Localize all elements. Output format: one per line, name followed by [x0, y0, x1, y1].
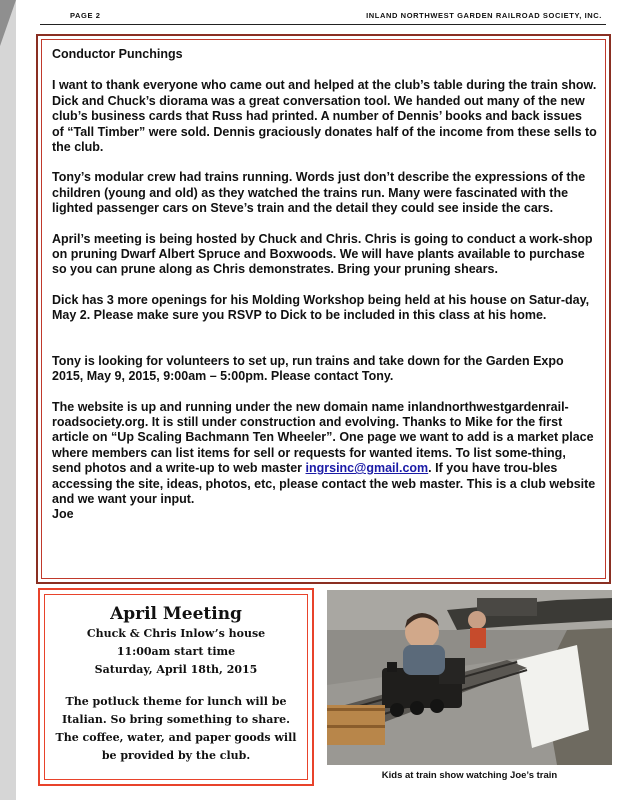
page-header — [40, 8, 606, 25]
paragraph-garden-expo: Tony is looking for volunteers to set up, run trains and take down for the Garden Expo 2015, May 9, 2015, 9:00am – 5:00pm. Please contact Tony. — [52, 353, 564, 384]
paragraph-molding-workshop: Dick has 3 more openings for his Molding Workshop being held at his house on Satur-day, May 2. Please make sure you RSVP to Dick to be included in this class at his home. — [52, 292, 590, 323]
meeting-supplies: The coffee, water, and paper goods will be provided by the club. — [55, 731, 297, 762]
meeting-host: Chuck & Chris Inlow’s house — [86, 627, 266, 640]
website-text-end: . If you have trou-bles accessing the site, ideas, photos, etc, please contact the web master. This is a club website and we want your input. — [52, 461, 596, 506]
paragraph-april-meeting: April’s meeting is being hosted by Chuck and Chris. Chris is going to conduct a work-shop on pruning Dwarf Albert Spruce and Boxwoods. We will have plants available to purchase so you can prune along as Chris demonstrates. Bring your pruning shears. — [52, 231, 593, 277]
meeting-title: April Meeting — [110, 604, 242, 624]
meeting-time: 11:00am start time — [116, 645, 236, 658]
article-title: Conductor Punchings — [52, 47, 183, 61]
website-text: The website is up and running under the new domain name inlandnorthwestgardenrail-roadsociety.org. It is still under construction and evolving. Thanks to Mike for the first article on “Up Scaling Bachmann Ten Wheeler”. One page we want to add is a market place where members can list items for sell or requests for wanted items. To list some-thing, send photos and a write-up to web master — [52, 399, 594, 476]
photo-caption: Kids at train show watching Joe’s train — [381, 770, 558, 781]
signoff: Joe — [52, 507, 74, 522]
paragraph-website — [52, 400, 597, 508]
page-number: PAGE 2 — [70, 11, 101, 20]
society-name: INLAND NORTHWEST GARDEN RAILROAD SOCIETY, INC. — [366, 11, 602, 20]
paragraph-modular-crew: Tony’s modular crew had trains running. Words just don’t describe the expressions of the children (young and old) as they watched the trains run. Many were fascinated with the lighted passenger cars on Steve’s train and the detail they could see inside the cars. — [52, 170, 586, 216]
paragraph-train-show: I want to thank everyone who came out and helped at the club’s table during the train show. Dick and Chuck’s diorama was a great conversation tool. We handed out many of the new club’s business cards that Russ had printed. A number of Dennis’ books and back issues of “Tall Timber” were sold. Dennis graciously donates half of the income from these sells to the club. — [52, 78, 597, 155]
article-content — [41, 39, 606, 579]
side-margin-tab — [0, 0, 16, 800]
meeting-date: Saturday, April 18th, 2015 — [94, 663, 258, 676]
train-show-photo — [327, 590, 612, 765]
conductor-punchings-box — [36, 34, 611, 584]
april-meeting-content — [44, 594, 308, 780]
april-meeting-box — [38, 588, 314, 786]
email-link[interactable]: ingrsinc@gmail.com — [305, 461, 429, 476]
side-tab-corner — [0, 0, 16, 46]
train-show-photo-image — [327, 590, 612, 765]
meeting-potluck: The potluck theme for lunch will be Italian. So bring something to share. — [62, 695, 290, 726]
